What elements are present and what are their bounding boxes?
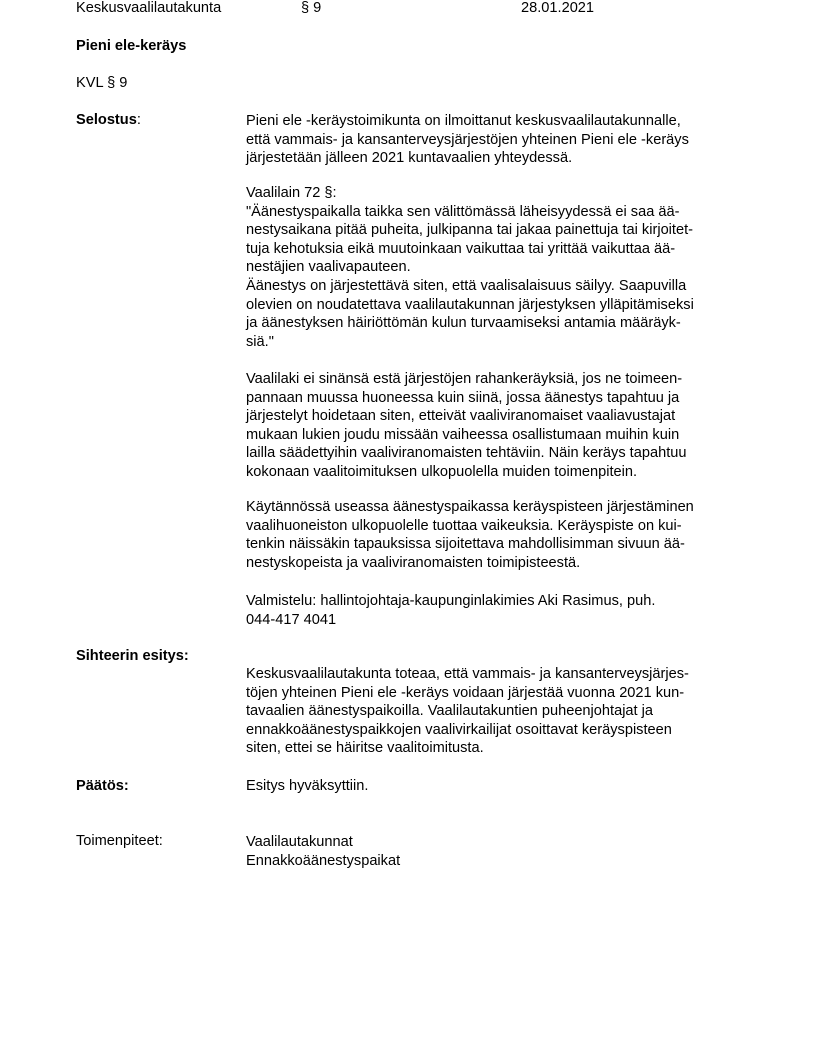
- meeting-date: 28.01.2021: [521, 0, 595, 16]
- paatos-label: Päätös:: [76, 778, 129, 794]
- reference: KVL § 9: [76, 75, 128, 91]
- selostus-paragraph-4: Käytännössä useassa äänestyspaikassa keräyspisteen järjestäminen vaalihuoneiston ulkopuolelle tuottaa vaikeuksia. Keräyspiste on kui- tenkin näissäkin tapauksissa sijoitettava mahdollisimman sivuun ää- nestyskopeista ja vaaliviranomaisten toimipisteestä.: [246, 499, 694, 571]
- toimenpiteet-list: Vaalilautakunnat Ennakkoäänestyspaikat: [246, 834, 401, 869]
- selostus-paragraph-2: Vaalilain 72 §: "Äänestyspaikalla taikka sen välittömässä läheisyydessä ei saa ää- nestysaikana pitää puheita, julkipanna tai jakaa painettuja tai kirjoitet- tuja kehotuksia eikä muutoinkaan vaikuttaa tai yrittää vaikuttaa ää- nestäjien vaalivapauteen. Äänestys on järjestettävä siten, että vaalisalaisuus säilyy. Saapuvilla olevien on noudatettava vaalilautakunnan järjestyksen ylläpitämiseksi ja äänestyksen häiriöttömän kulun turvaamiseksi antamia määräyk- siä.": [246, 185, 694, 350]
- preparer-info: Valmistelu: hallintojohtaja-kaupunginlakimies Aki Rasimus, puh. 044-417 4041: [246, 593, 656, 628]
- selostus-paragraph-1: Pieni ele -keräystoimikunta on ilmoittanut keskusvaalilautakunnalle, että vammais- ja kansanterveysjärjestöjen yhteinen Pieni ele -keräys järjestetään jälleen 2021 kuntavaalien yhteydessä.: [246, 113, 689, 167]
- selostus-label: Selostus:: [76, 112, 141, 128]
- paatos-text: Esitys hyväksyttiin.: [246, 778, 369, 794]
- section-number: § 9: [301, 0, 322, 16]
- esitys-text: Keskusvaalilautakunta toteaa, että vammais- ja kansanterveysjärjes- töjen yhteinen Pieni ele -keräys voidaan järjestää vuonna 2021 kun- tavaalien äänestyspaikoilla. Vaalilautakuntien puheenjohtajat ja ennakkoäänestyspaikkojen vaalivirkailijat osoittavat keräyspisteen siten, ettei se häiritse vaalitoimitusta.: [246, 666, 689, 757]
- document-title: Pieni ele-keräys: [76, 38, 187, 54]
- esitys-label: Sihteerin esitys:: [76, 648, 189, 664]
- committee-name: Keskusvaalilautakunta: [76, 0, 222, 16]
- toimenpiteet-label: Toimenpiteet:: [76, 833, 163, 849]
- selostus-paragraph-3: Vaalilaki ei sinänsä estä järjestöjen rahankeräyksiä, jos ne toimeen- pannaan muussa huoneessa kuin siinä, jossa äänestys tapahtuu ja järjestelyt hoidetaan siten, etteivät vaaliviranomaiset vaaliavustajat mukaan lukien joudu missään vaiheessa osallistumaan muihin kuin lailla säädettyihin vaaliviranomaisten tehtäviin. Näin keräys tapahtuu kokonaan vaalitoimituksen ulkopuolella muiden toimenpitein.: [246, 371, 687, 480]
